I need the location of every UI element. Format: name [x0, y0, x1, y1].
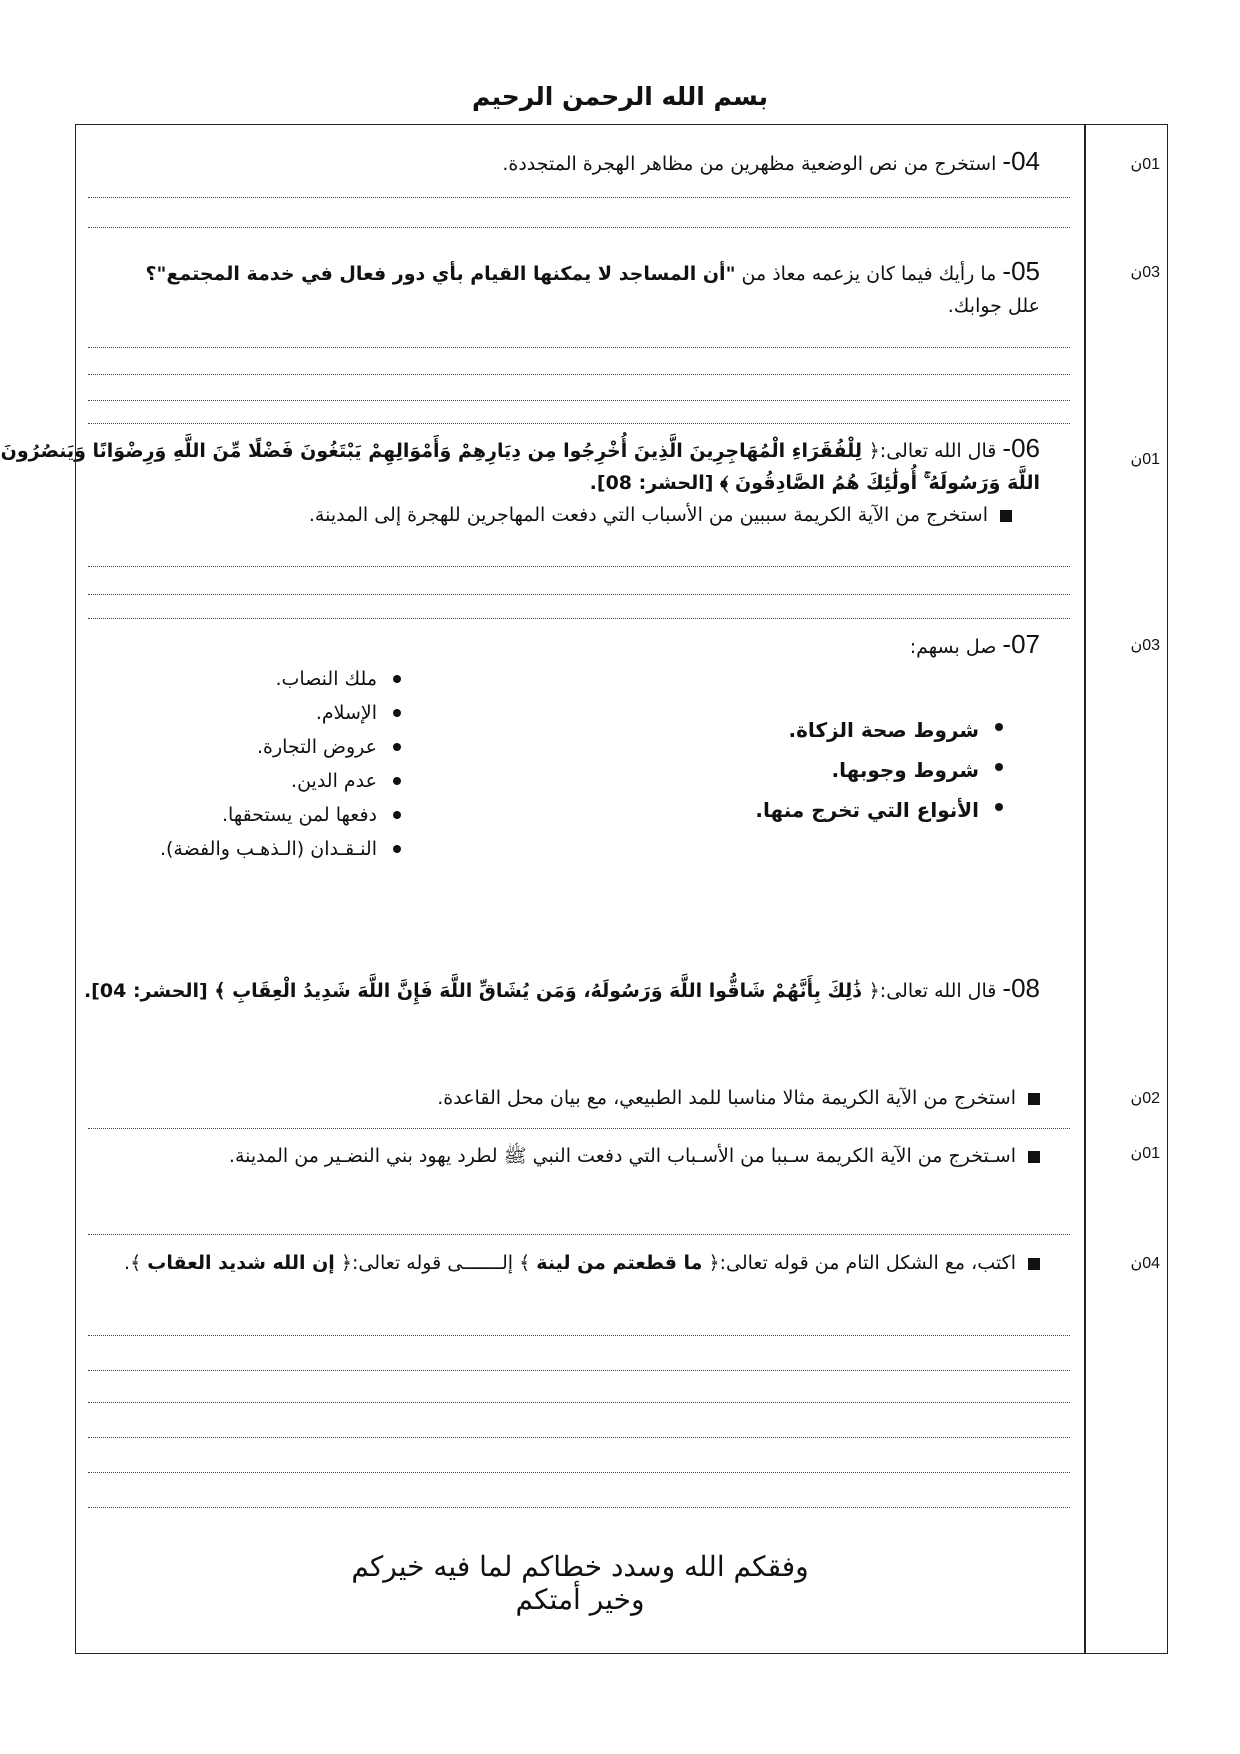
square-bullet-icon: [1028, 1093, 1040, 1105]
answer-line: [88, 400, 1070, 401]
list-item[interactable]: شروط صحة الزكاة.: [587, 710, 1007, 750]
answer-line: [88, 566, 1070, 567]
list-item[interactable]: دفعها لمن يستحقها.: [145, 798, 405, 832]
quran-verse: لِلْفُقَرَاءِ الْمُهَاجِرِينَ الَّذِينَ أُخْرِجُوا مِن دِيَارِهِمْ وَأَمْوَالِهِمْ يَبْتَغُونَ فَضْلًا مِّنَ اللَّهِ وَرِضْوَانًا وَيَنصُرُونَ اللَّهَ وَرَسُولَهُ ۚ أُولَٰئِكَ هُمُ الصَّادِقُونَ ﴾ [الحشر: 08].: [0, 440, 1040, 494]
list-item[interactable]: النـقـدان (الـذهـب والفضة).: [145, 832, 405, 866]
answer-line: [88, 423, 1070, 424]
question-number: 08-: [1002, 973, 1040, 1003]
mark-q07: 03ن: [1130, 637, 1160, 654]
answer-line: [88, 1234, 1070, 1235]
question-task: ﴾.: [124, 1252, 148, 1274]
question-quote: "أن المساجد لا يمكنها القيام بأي دور فعال في خدمة المجتمع"؟: [145, 263, 736, 285]
answer-line: [88, 1128, 1070, 1129]
answer-line: [88, 197, 1070, 198]
question-text: ما رأيك فيما كان يزعمه معاذ من: [735, 263, 997, 285]
verse-intro: قال الله تعالى:﴿: [868, 440, 997, 462]
question-task: استخرج من الآية الكريمة سببين من الأسباب التي دفعت المهاجرين للهجرة إلى المدينة.: [308, 504, 988, 526]
answer-line: [88, 347, 1070, 348]
list-item[interactable]: عروض التجارة.: [145, 730, 405, 764]
page-title: بسم الله الرحمن الرحيم: [472, 82, 768, 111]
question-number: 07-: [1002, 629, 1040, 659]
answer-line: [88, 374, 1070, 375]
question-task: اسـتخرج من الآية الكريمة سـببا من الأسـباب التي دفعت النبي ﷺ لطرد يهود بني النضـير من المدينة.: [228, 1145, 1016, 1167]
answer-line: [88, 594, 1070, 595]
answer-line: [88, 1370, 1070, 1371]
answer-line: [88, 1472, 1070, 1473]
quran-verse: ذَٰلِكَ بِأَنَّهُمْ شَاقُّوا اللَّهَ وَرَسُولَهُ، وَمَن يُشَاقِّ اللَّهَ فَإِنَّ اللَّهَ شَدِيدُ الْعِقَابِ ﴾ [الحشر: 04].: [83, 980, 869, 1002]
answer-line: [88, 618, 1070, 619]
answer-line: [88, 1335, 1070, 1336]
question-08: [0, 972, 1040, 1007]
answer-line: [88, 227, 1070, 228]
question-04: [80, 145, 1040, 180]
question-task: ﴾ إلـــــــى قوله تعالى:﴿: [334, 1252, 537, 1274]
question-task: استخرج من الآية الكريمة مثالا مناسبا للمد الطبيعي، مع بيان محل القاعدة.: [437, 1087, 1016, 1109]
question-08-task3: [10, 1247, 1040, 1279]
answer-line: [88, 1437, 1070, 1438]
question-06: [0, 432, 1040, 531]
verse-intro: قال الله تعالى:﴿: [868, 980, 997, 1002]
list-item[interactable]: الإسلام.: [145, 696, 405, 730]
question-number: 05-: [1002, 256, 1040, 286]
list-item[interactable]: الأنواع التي تخرج منها.: [587, 790, 1007, 830]
square-bullet-icon: [1000, 510, 1012, 522]
question-title: صل بسهم:: [909, 636, 997, 658]
question-08-task2: [80, 1140, 1040, 1172]
closing-calligraphy: وفقكم الله وسدد خطاكم لما فيه خيركم وخير أمتكم: [351, 1550, 809, 1616]
question-07: [80, 628, 1040, 663]
mark-q04: 01ن: [1130, 156, 1160, 173]
square-bullet-icon: [1028, 1258, 1040, 1270]
mark-q08-task2: 01ن: [1130, 1145, 1160, 1162]
answer-line: [88, 1402, 1070, 1403]
verse-end: إن الله شديد العقاب: [147, 1252, 335, 1274]
mark-q05: 03ن: [1130, 264, 1160, 281]
exam-frame: [75, 124, 1168, 1654]
match-left-list: [587, 710, 1007, 830]
question-number: 04-: [1002, 146, 1040, 176]
question-05: [80, 255, 1040, 322]
list-item[interactable]: شروط وجوبها.: [587, 750, 1007, 790]
mark-q08-task1: 02ن: [1130, 1090, 1160, 1107]
question-number: 06-: [1002, 433, 1040, 463]
mark-q06: 01ن: [1130, 451, 1160, 468]
answer-line: [88, 1507, 1070, 1508]
match-right-list: [145, 662, 405, 866]
square-bullet-icon: [1028, 1151, 1040, 1163]
question-08-task1: [80, 1082, 1040, 1114]
verse-start: ما قطعتم من لينة: [536, 1252, 703, 1274]
question-task: اكتب، مع الشكل التام من قوله تعالى:﴿: [702, 1252, 1016, 1274]
question-text: استخرج من نص الوضعية مظهرين من مظاهر الهجرة المتجددة.: [502, 153, 997, 175]
mark-q08-task3: 04ن: [1130, 1255, 1160, 1272]
marks-column-divider: [1084, 124, 1086, 1654]
list-item[interactable]: ملك النصاب.: [145, 662, 405, 696]
question-text-line2: علل جوابك.: [947, 295, 1040, 317]
list-item[interactable]: عدم الدين.: [145, 764, 405, 798]
